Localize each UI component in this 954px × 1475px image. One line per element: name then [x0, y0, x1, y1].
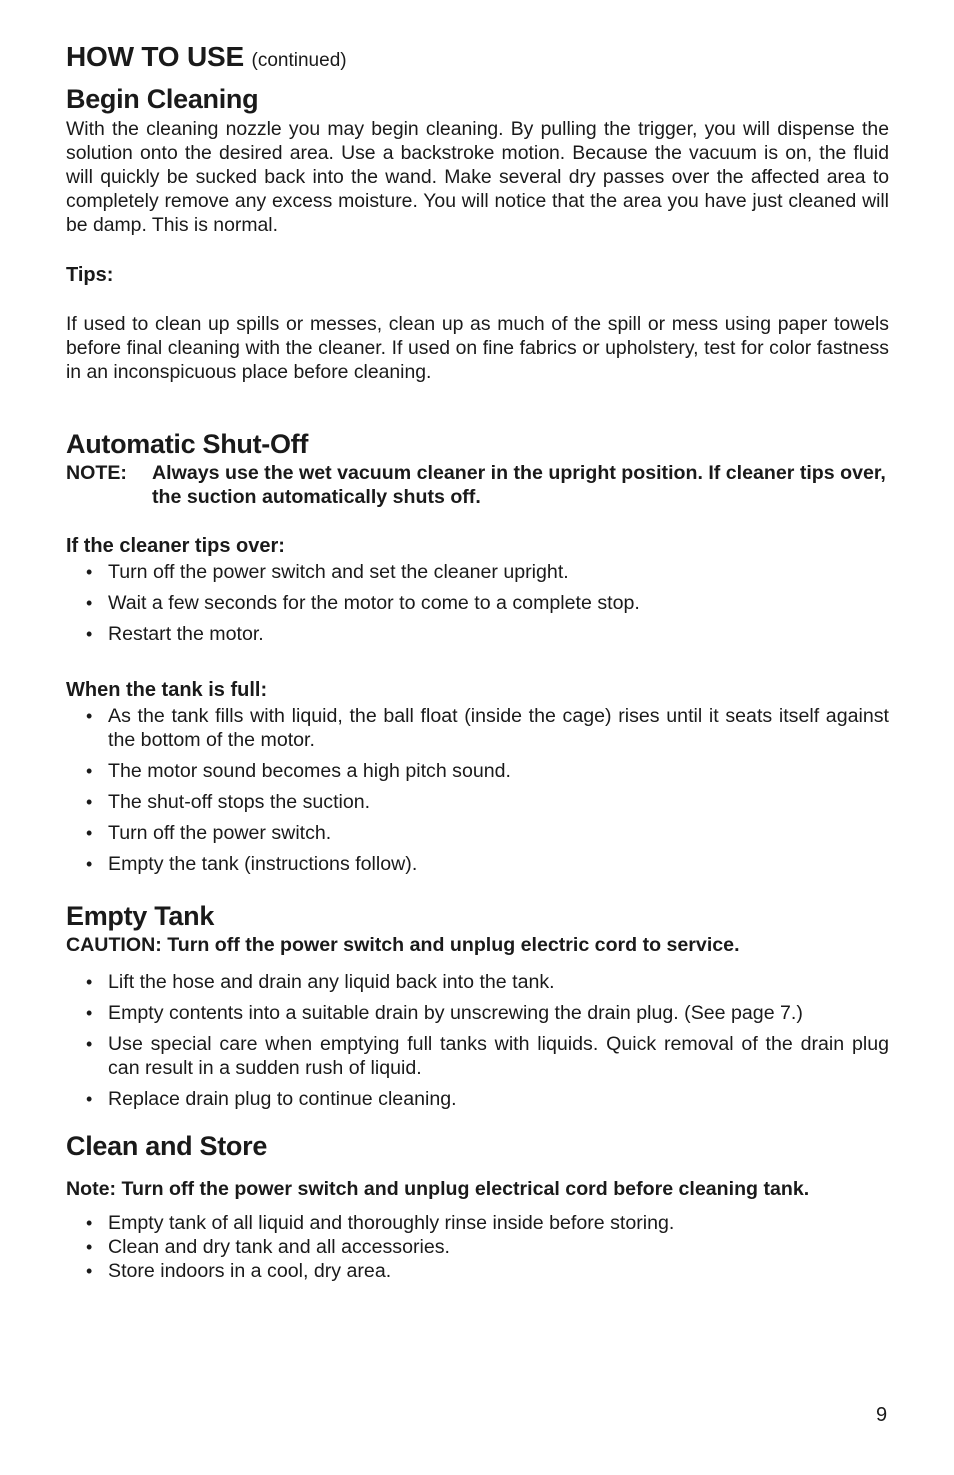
- bullet-icon: •: [86, 972, 93, 992]
- bullet-icon: •: [86, 593, 93, 613]
- section-title: [66, 42, 889, 76]
- bullet-icon: •: [86, 1003, 93, 1023]
- bullet-icon: •: [86, 1213, 93, 1233]
- begin-cleaning-paragraph: With the cleaning nozzle you may begin cleaning. By pulling the trigger, you will dispense the solution onto the desired area. Use a backstroke motion. Because the vacuum is on, the fluid will quickly be sucked back into the wand. Make several dry passes over the affected area to completely remove any excess moisture. You will notice that the area you have just cleaned will be damp. This is normal.: [66, 118, 889, 236]
- list-item-text: Lift the hose and drain any liquid back into the tank.: [108, 971, 555, 993]
- bullet-icon: •: [86, 823, 93, 843]
- tips-over-heading: If the cleaner tips over:: [66, 535, 285, 557]
- clean-store-note: Note: Turn off the power switch and unplug electrical cord before cleaning tank.: [66, 1178, 810, 1200]
- list-item-text: Wait a few seconds for the motor to come to a complete stop.: [108, 592, 640, 614]
- bullet-icon: •: [86, 706, 93, 726]
- bullet-icon: •: [86, 792, 93, 812]
- bullet-icon: •: [86, 761, 93, 781]
- list-item-text: The shut-off stops the suction.: [108, 791, 371, 813]
- note-label: NOTE:: [66, 462, 127, 484]
- empty-tank-caution: CAUTION: Turn off the power switch and unplug electric cord to service.: [66, 934, 740, 956]
- list-item-text: The motor sound becomes a high pitch sound.: [108, 760, 512, 782]
- continued-label: (continued): [251, 50, 347, 71]
- bullet-icon: •: [86, 562, 93, 582]
- bullet-icon: •: [86, 1261, 93, 1281]
- auto-shutoff-note: [66, 461, 889, 509]
- bullet-icon: •: [86, 854, 93, 874]
- tips-label: Tips:: [66, 264, 114, 286]
- tank-full-heading: When the tank is full:: [66, 679, 268, 701]
- empty-tank-heading: Empty Tank: [66, 901, 215, 931]
- list-item-text: Restart the motor.: [108, 623, 264, 645]
- bullet-icon: •: [86, 1237, 93, 1257]
- list-item-text: Clean and dry tank and all accessories.: [108, 1236, 450, 1258]
- list-item-text: As the tank fills with liquid, the ball float (inside the cage) rises until it seats itself against the bottom of the motor.: [108, 705, 889, 751]
- auto-shutoff-heading: Automatic Shut-Off: [66, 429, 309, 459]
- list-item-text: Replace drain plug to continue cleaning.: [108, 1088, 457, 1110]
- list-item-text: Empty the tank (instructions follow).: [108, 853, 418, 875]
- list-item-text: Turn off the power switch and set the cleaner upright.: [108, 561, 569, 583]
- bullet-icon: •: [86, 1034, 93, 1054]
- bullet-icon: •: [86, 1089, 93, 1109]
- bullet-icon: •: [86, 624, 93, 644]
- section-title-text: HOW TO USE: [66, 41, 244, 72]
- list-item-text: Store indoors in a cool, dry area.: [108, 1260, 392, 1282]
- page-number: 9: [876, 1404, 888, 1426]
- list-item-text: Empty contents into a suitable drain by unscrewing the drain plug. (See page 7.): [108, 1002, 803, 1024]
- list-item-text: Empty tank of all liquid and thoroughly rinse inside before storing.: [108, 1212, 675, 1234]
- tips-paragraph: If used to clean up spills or messes, clean up as much of the spill or mess using paper towels before final cleaning with the cleaner. If used on fine fabrics or upholstery, test for color fastness in an inconspicuous place before cleaning.: [66, 313, 889, 383]
- clean-store-heading: Clean and Store: [66, 1131, 268, 1161]
- note-text: Always use the wet vacuum cleaner in the upright position. If cleaner tips over, the suction automatically shuts off.: [152, 462, 886, 508]
- list-item-text: Use special care when emptying full tanks with liquids. Quick removal of the drain plug can result in a sudden rush of liquid.: [108, 1033, 889, 1079]
- list-item-text: Turn off the power switch.: [108, 822, 332, 844]
- begin-cleaning-heading: Begin Cleaning: [66, 84, 259, 114]
